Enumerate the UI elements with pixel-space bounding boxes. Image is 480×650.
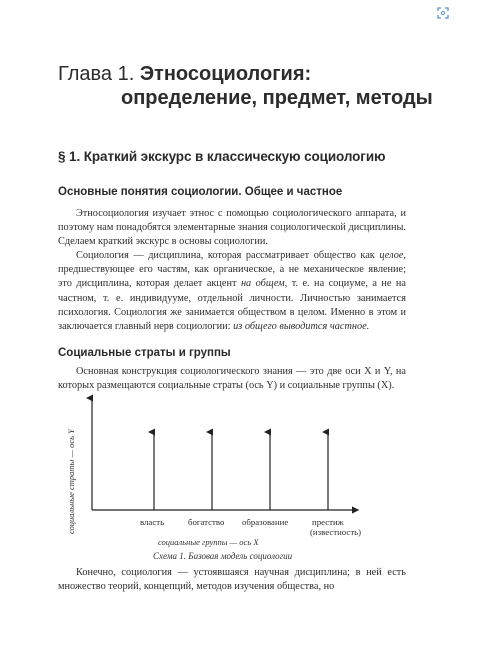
category-label: престиж — [312, 517, 344, 527]
category-label: богатство — [188, 517, 225, 527]
paragraph: Социология — дисциплина, которая рассматривает общество как целое, предшествующее его частям, как органическое, а не механическое явление; это дисциплина, которая делает акцент на общем, т. е. на социуме, а не на частном, т. е. индивидууме, отдельной личности. Личностью занимается психология. Социология же занимается обществом в целом. Именно в этом и заключается главный нерв социологии: из общего выводится частное. — [58, 250, 407, 332]
subsection-concepts-text — [58, 207, 406, 334]
chapter-label: Глава 1. — [58, 63, 135, 85]
chapter-title — [58, 62, 438, 110]
subsection-strata-text — [58, 365, 406, 393]
chapter-title-part1: Этносоциология: — [139, 63, 312, 85]
chapter-title-part2: определение, предмет, методы — [121, 87, 433, 109]
closing-text — [58, 566, 406, 594]
x-axis-label: социальные группы — ось X — [158, 537, 259, 547]
diagram-axes — [58, 392, 418, 552]
paragraph: Конечно, социология — устоявшаяся научная дисциплина; в ней есть множество теорий, концепций, методов изучения общества, но — [58, 567, 406, 593]
category-note: (известность) — [310, 527, 362, 537]
category-label: образование — [242, 517, 289, 527]
basic-model-diagram — [58, 392, 418, 552]
section-title: § 1. Краткий экскурс в классическую социологию — [58, 149, 386, 164]
subsection-title-concepts: Основные понятия социологии. Общее и частное — [58, 186, 343, 198]
figure-caption: Схема 1. Базовая модель социологии — [153, 551, 293, 561]
y-axis-label: социальные страты — ось Y — [66, 429, 76, 534]
paragraph: Основная конструкция социологического знания — это две оси X и Y, на которых размещаются социальные страты (ось Y) и социальные группы (X). — [58, 366, 406, 392]
subsection-title-strata: Социальные страты и группы — [58, 347, 231, 359]
category-label: власть — [140, 517, 165, 527]
expand-icon[interactable] — [436, 6, 450, 20]
paragraph: Этносоциология изучает этнос с помощью социологического аппарата, и поэтому нам понадобятся элементарные знания социологической дисциплины. Сделаем краткий экскурс в основы социологии. — [58, 208, 406, 248]
